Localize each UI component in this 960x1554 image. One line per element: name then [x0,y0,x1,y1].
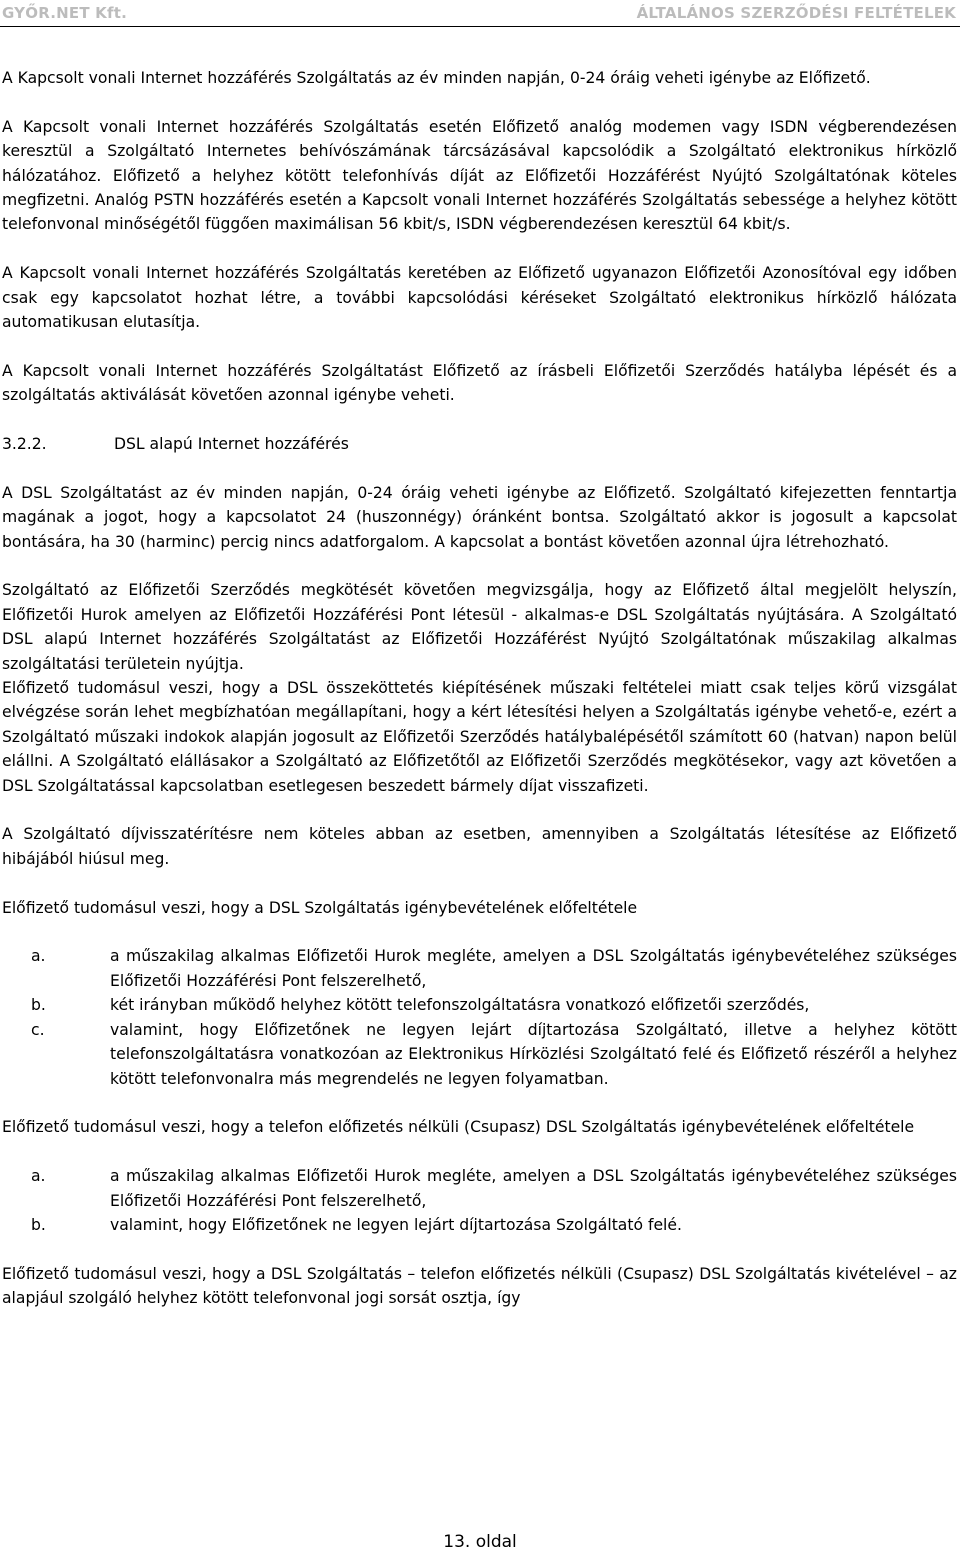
section-heading [2,432,957,456]
prerequisite-list [2,944,957,1090]
list-item-letter: b. [31,1215,46,1234]
section-title: DSL alapú Internet hozzáférés [114,435,349,454]
section-number: 3.2.2. [2,435,47,454]
company-name: GYŐR.NET Kft. [2,4,127,22]
paragraph: A DSL Szolgáltatást az év minden napján, 0-24 óráig veheti igénybe az Előfizető. Szolgáltató kifejezetten fenntartja magának a jogot, hogy a kapcsolatot 24 (huszonnégy) óránként bontsa. Szolgáltató akkor is jogosult a kapcsolat bontására, ha 30 (harminc) percig nincs adatforgalom. A kapcsolat a bontást követően azonnal újra létrehozható. [2,483,957,551]
list-item-letter: b. [31,996,46,1015]
document-body [2,66,957,1335]
paragraph: Előfizető tudomásul veszi, hogy a DSL Szolgáltatás igénybevételének előfeltétele [2,898,638,917]
list-item-letter: a. [31,1167,46,1186]
list-item [2,1213,957,1237]
paragraph: A Kapcsolt vonali Internet hozzáférés Szolgáltatás keretében az Előfizető ugyanazon Előfizetői Azonosítóval egy időben csak egy kapcsolatot hozhat létre, a további kapcsolódási kéréseket Szolgáltató elektronikus hírközlő hálózata automatikusan elutasítja. [2,264,957,332]
paragraph: Előfizető tudomásul veszi, hogy a telefon előfizetés nélküli (Csupasz) DSL Szolgáltatás igénybevételének előfeltétele [2,1118,915,1137]
paragraph: A Kapcsolt vonali Internet hozzáférés Szolgáltatás esetén Előfizető analóg modemen vagy ISDN végberendezésen keresztül a Szolgáltató Internetes behívószámának tárcsázásával kapcsolódik a Szolgáltató elektronikus hírközlő hálózatához. Előfizető a helyhez kötött telefonhívás díját az Előfizetői Hozzáférést Nyújtó Szolgáltatónak köteles megfizetni. Analóg PSTN hozzáférés esetén a Kapcsolt vonali Internet hozzáférés Szolgáltatás sebessége a helyhez kötött telefonvonal minőségétől függően maximálisan 56 kbit/s, ISDN végberendezésen keresztül 64 kbit/s. [2,117,957,234]
list-item [2,944,957,993]
paragraph: A Kapcsolt vonali Internet hozzáférés Szolgáltatást Előfizető az írásbeli Előfizetői Szerződés hatályba lépését és a szolgáltatás aktiválását követően azonnal igénybe veheti. [2,361,957,405]
list-item-text: a műszakilag alkalmas Előfizetői Hurok megléte, amelyen a DSL Szolgáltatás igénybevételéhez szükséges Előfizetői Hozzáférési Pont felszerelhető, [110,1167,957,1210]
paragraph: Előfizető tudomásul veszi, hogy a DSL Szolgáltatás – telefon előfizetés nélküli (Csupasz) DSL Szolgáltatás kivételével – az alapjául szolgáló helyhez kötött telefonvonal jogi sorsát osztja, így [2,1264,957,1308]
list-item-text: két irányban működő helyhez kötött telefonszolgáltatásra vonatkozó előfizetői szerződés, [110,996,810,1015]
list-item-text: a műszakilag alkalmas Előfizetői Hurok megléte, amelyen a DSL Szolgáltatás igénybevételéhez szükséges Előfizetői Hozzáférési Pont felszerelhető, [110,947,957,990]
prerequisite-list-naked-dsl [2,1164,957,1237]
list-item [2,993,957,1017]
list-item-letter: a. [31,947,46,966]
list-item [2,1164,957,1213]
paragraph: Előfizető tudomásul veszi, hogy a DSL összeköttetés kiépítésének műszaki feltételei miatt csak teljes körű vizsgálat elvégzése során lehet megbízhatóan megállapítani, hogy a kért létesítési helyen a Szolgáltatás igénybe vehető-e, ezért a Szolgáltató műszaki indokok alapján jogosult az Előfizetői Szerződés hatálybalépésétől számított 60 (hatvan) napon belül elállni. A Szolgáltató elállásakor a Szolgáltató az Előfizetőtől az Előfizetői Szerződés megkötésekor, vagy azt követően a DSL Szolgáltatással kapcsolatban esetlegesen beszedett bármely díjat visszafizeti. [2,679,957,795]
list-item-text: valamint, hogy Előfizetőnek ne legyen lejárt díjtartozása Szolgáltató felé. [110,1215,682,1234]
list-item-text: valamint, hogy Előfizetőnek ne legyen lejárt díjtartozása Szolgáltató, illetve a helyhez kötött telefonszolgáltatásra vonatkozóan az Elektronikus Hírközlési Szolgáltató felé és Előfizető részéről a helyhez kötött telefonvonalra más megrendelés ne legyen folyamatban. [110,1020,957,1088]
page-number: 13. oldal [443,1532,517,1552]
paragraph: Szolgáltató az Előfizetői Szerződés megkötését követően megvizsgálja, hogy az Előfizető által megjelölt helyszín, Előfizetői Hurok amelyen az Előfizetői Hozzáférési Pont létesül - alkalmas-e DSL Szolgáltatás nyújtására. A Szolgáltató DSL alapú Internet hozzáférés Szolgáltatást az Előfizetői Hozzáférést Nyújtó Szolgáltatónak műszakilag alkalmas szolgáltatási területein nyújtja. [2,581,957,673]
paragraph: A Kapcsolt vonali Internet hozzáférés Szolgáltatás az év minden napján, 0-24 óráig veheti igénybe az Előfizető. [2,69,871,87]
list-item [2,1018,957,1091]
document-title: ÁLTALÁNOS SZERZŐDÉSI FELTÉTELEK [636,4,956,22]
page-header [0,0,960,27]
paragraph: A Szolgáltató díjvisszatérítésre nem köteles abban az esetben, amennyiben a Szolgáltatás létesítése az Előfizető hibájából hiúsul meg. [2,825,957,868]
list-item-letter: c. [31,1020,45,1039]
